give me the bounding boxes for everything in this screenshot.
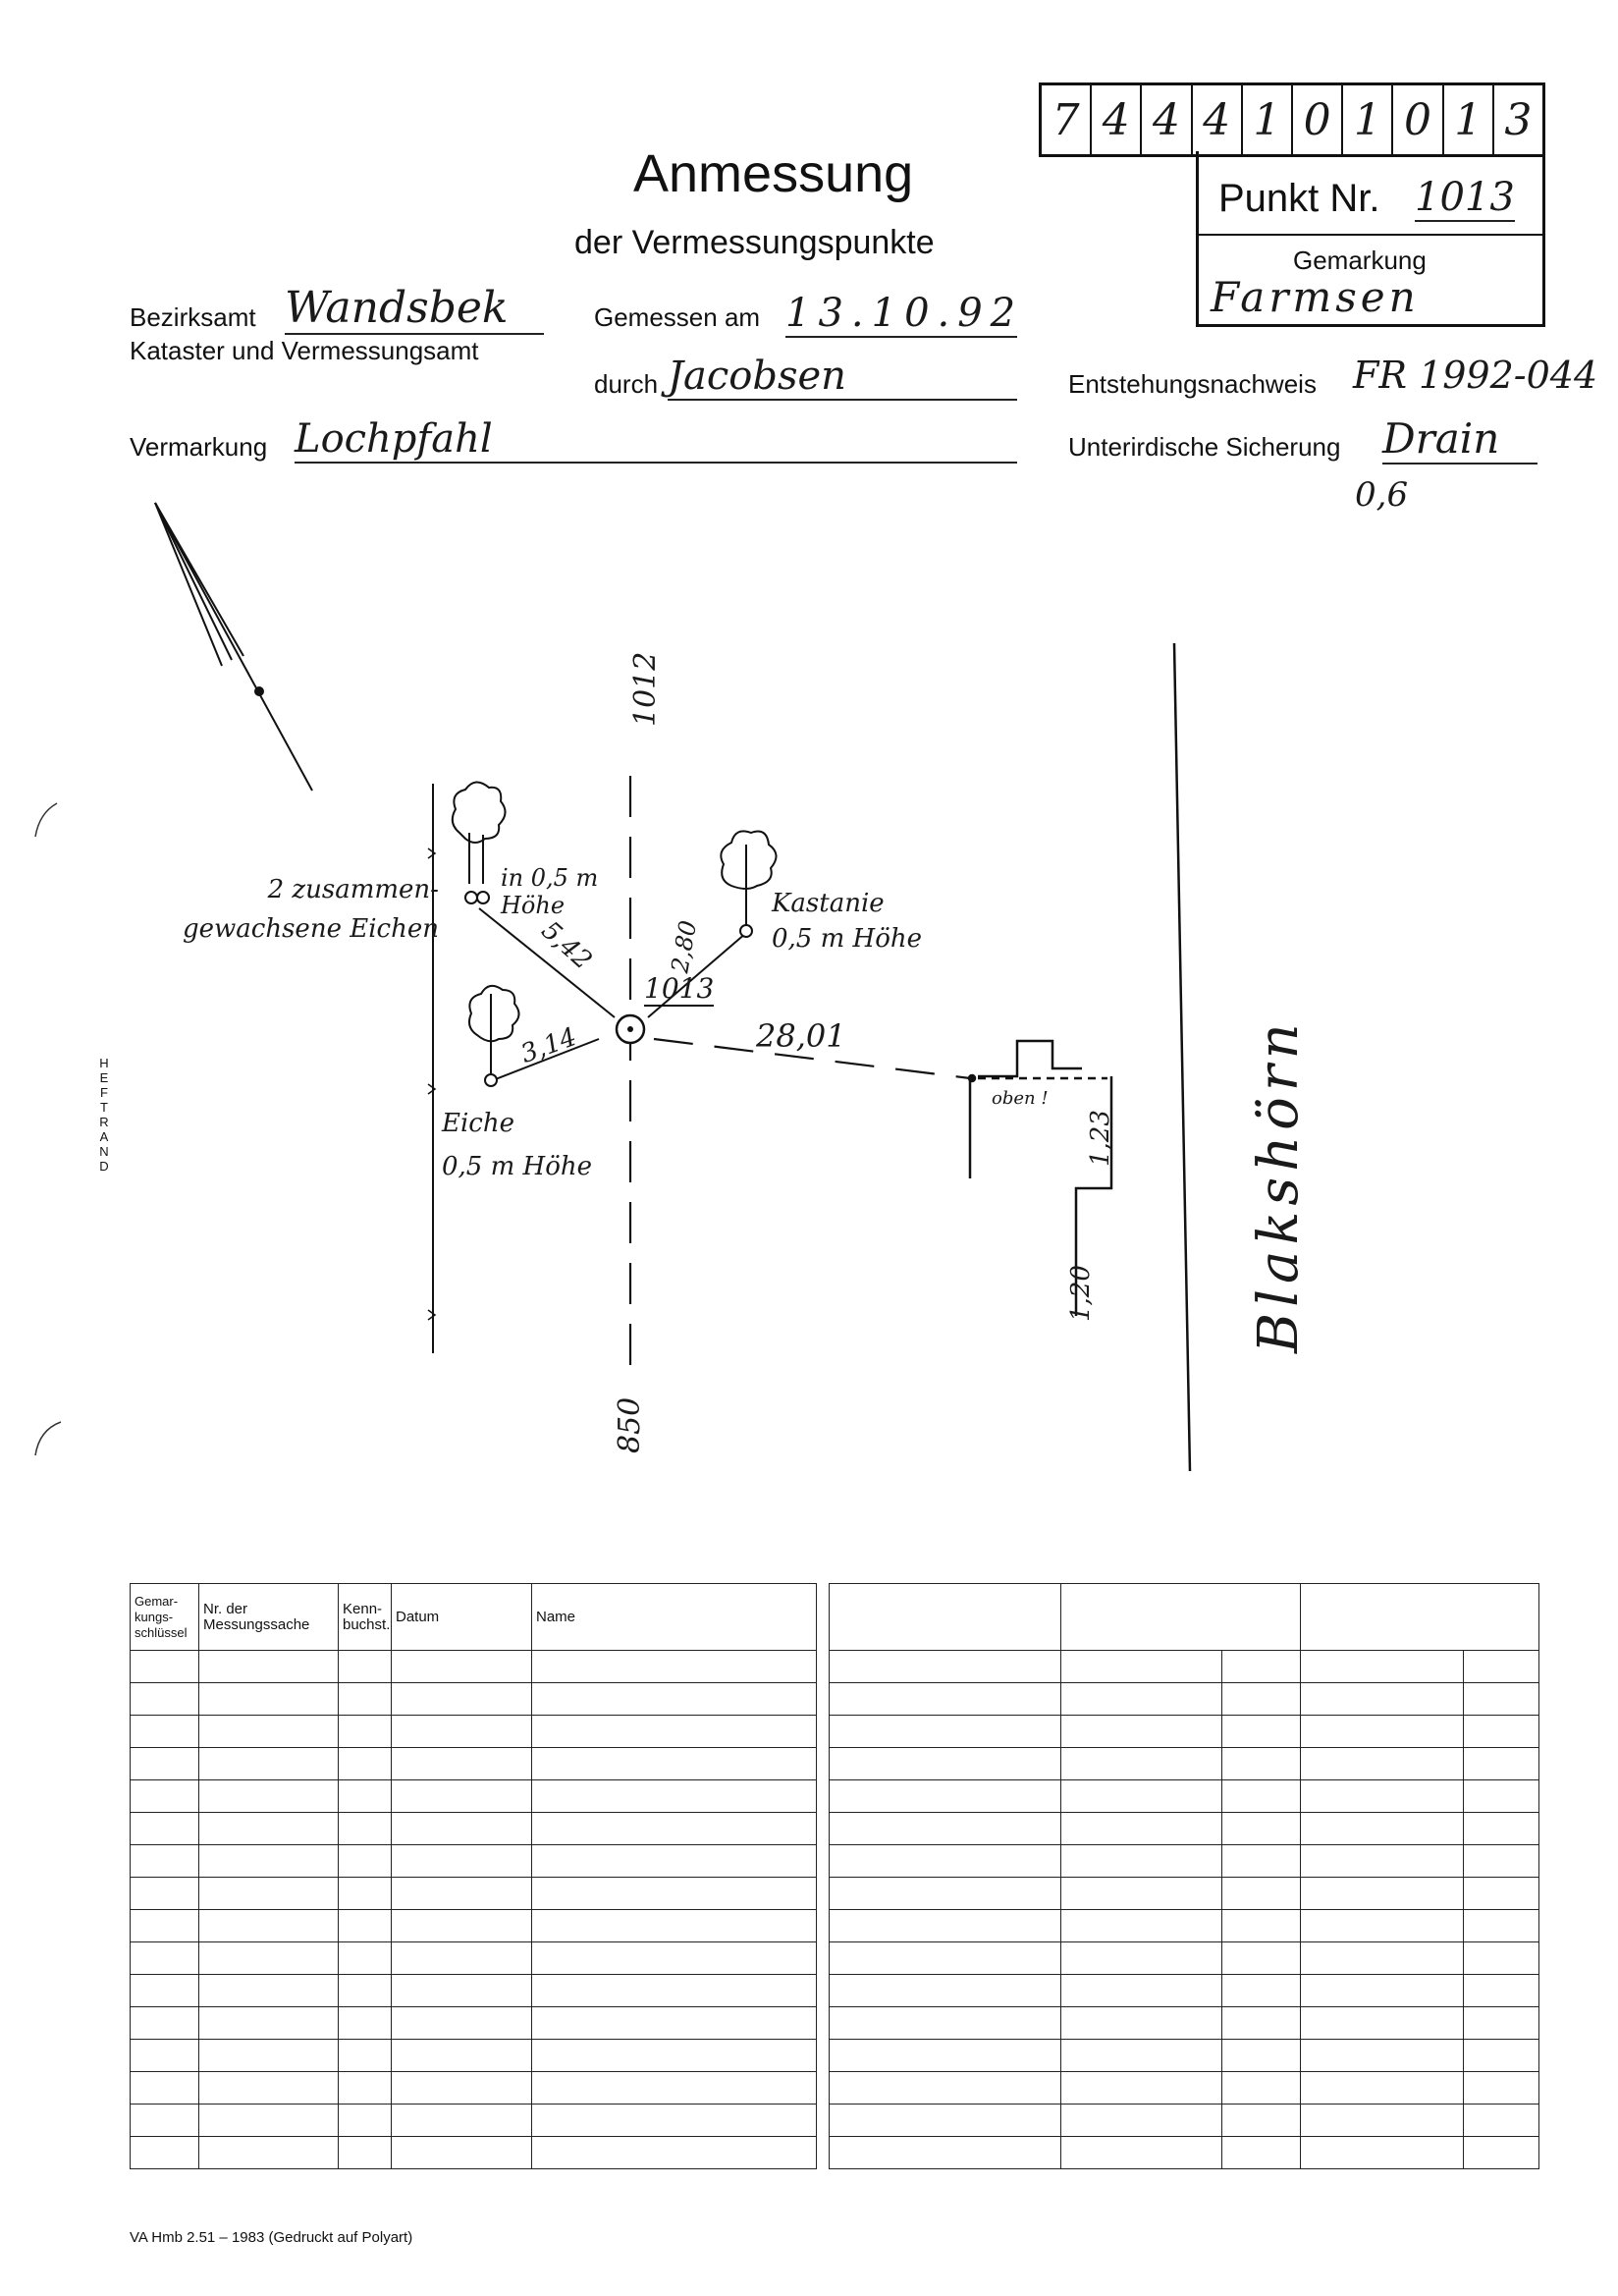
code-digit: 4 xyxy=(1142,85,1192,154)
heftrand-letter: N xyxy=(99,1144,109,1159)
tree-icon xyxy=(469,986,519,1086)
durch-label: durch xyxy=(594,369,659,399)
heftrand-letter: D xyxy=(99,1159,109,1174)
code-digit: 4 xyxy=(1092,85,1142,154)
heftrand-letter: F xyxy=(100,1085,108,1100)
gemarkung-label: Gemarkung xyxy=(1293,246,1427,275)
heftrand-letter: T xyxy=(100,1100,108,1115)
ref-label-bottom: 850 xyxy=(613,1396,647,1453)
vermarkung-value: Lochpfahl xyxy=(295,416,1017,464)
heftrand-letter: A xyxy=(99,1129,109,1144)
punkt-label: Punkt Nr. xyxy=(1218,177,1380,220)
code-digit: 7 xyxy=(1042,85,1092,154)
code-digit: 3 xyxy=(1504,94,1533,145)
gemarkung-value: Farmsen xyxy=(1211,273,1420,321)
page-title: Anmessung xyxy=(633,144,914,203)
durch-value: Jacobsen xyxy=(668,354,1017,401)
building-dim-2: 1,20 xyxy=(1066,1265,1096,1322)
form-footer: VA Hmb 2.51 – 1983 (Gedruckt auf Polyart) xyxy=(130,2229,413,2246)
sicherung-label: Unterirdische Sicherung xyxy=(1068,432,1341,462)
code-digit: 1 xyxy=(1343,85,1393,154)
eiche-label: Eiche 0,5 m Höhe xyxy=(442,1109,592,1181)
survey-point-icon xyxy=(617,1015,644,1043)
distance-kastanie: 2,80 xyxy=(666,918,703,975)
record-table-right xyxy=(829,1583,1539,2169)
street-line xyxy=(1174,643,1190,1471)
building-dim-1: 1,23 xyxy=(1086,1110,1115,1167)
tree-icon xyxy=(453,782,506,903)
col-header-messungssache: Nr. der Messungssache xyxy=(199,1584,339,1651)
gemessen-label: Gemessen am xyxy=(594,302,761,332)
sicherung-value: Drain xyxy=(1382,414,1537,465)
entstehung-label: Entstehungsnachweis xyxy=(1068,369,1317,399)
code-digit: 0 xyxy=(1293,85,1343,154)
north-arrow-icon xyxy=(155,503,312,791)
gemessen-value: 13.10.92 xyxy=(785,291,1024,336)
code-digit: 1 xyxy=(1243,85,1293,154)
col-header-datum: Datum xyxy=(392,1584,532,1651)
code-digit: 0 xyxy=(1393,85,1443,154)
entstehung-value: FR 1992-044 xyxy=(1353,354,1598,397)
distance-eiche: 3,14 xyxy=(516,1022,581,1069)
vermarkung-label: Vermarkung xyxy=(130,432,268,462)
distance-tree-pair: 5,42 xyxy=(535,915,598,976)
point-label: 1013 xyxy=(644,972,715,1005)
code-digit: 4 xyxy=(1193,85,1243,154)
heftrand-letter: H xyxy=(99,1056,109,1070)
punkt-number: 1013 xyxy=(1415,175,1515,220)
record-table-left xyxy=(130,1583,817,2169)
col-header-gemarkungsschluessel: Gemar- kungs- schlüssel xyxy=(131,1584,199,1651)
amt-label: Kataster und Vermessungsamt xyxy=(130,336,479,365)
tree-icon xyxy=(721,831,776,937)
distance-building: 28,01 xyxy=(756,1017,846,1055)
kastanie-label: Kastanie 0,5 m Höhe xyxy=(772,889,922,954)
page-subtitle: der Vermessungspunkte xyxy=(574,224,935,261)
sicherung-depth: 0,6 xyxy=(1355,475,1409,515)
tree-pair-note: 2 zusammen- gewachsene Eichen xyxy=(183,875,439,944)
building-note: oben ! xyxy=(992,1088,1049,1109)
margin-mark xyxy=(35,1422,61,1455)
bezirksamt-value: Wandsbek xyxy=(285,283,544,335)
bezirksamt-label: Bezirksamt xyxy=(130,302,256,332)
col-header-name: Name xyxy=(532,1584,817,1651)
col-header-kennbuchst: Kenn- buchst. xyxy=(339,1584,392,1651)
heftrand-letter: E xyxy=(99,1070,109,1085)
tree-pair-height: in 0,5 m Höhe xyxy=(501,864,599,919)
street-name: Blakshörn xyxy=(1247,1017,1311,1353)
code-digit: 1 xyxy=(1444,85,1494,154)
margin-mark xyxy=(35,803,57,837)
ref-label-top: 1012 xyxy=(628,651,663,727)
heftrand-letter: R xyxy=(99,1115,109,1129)
